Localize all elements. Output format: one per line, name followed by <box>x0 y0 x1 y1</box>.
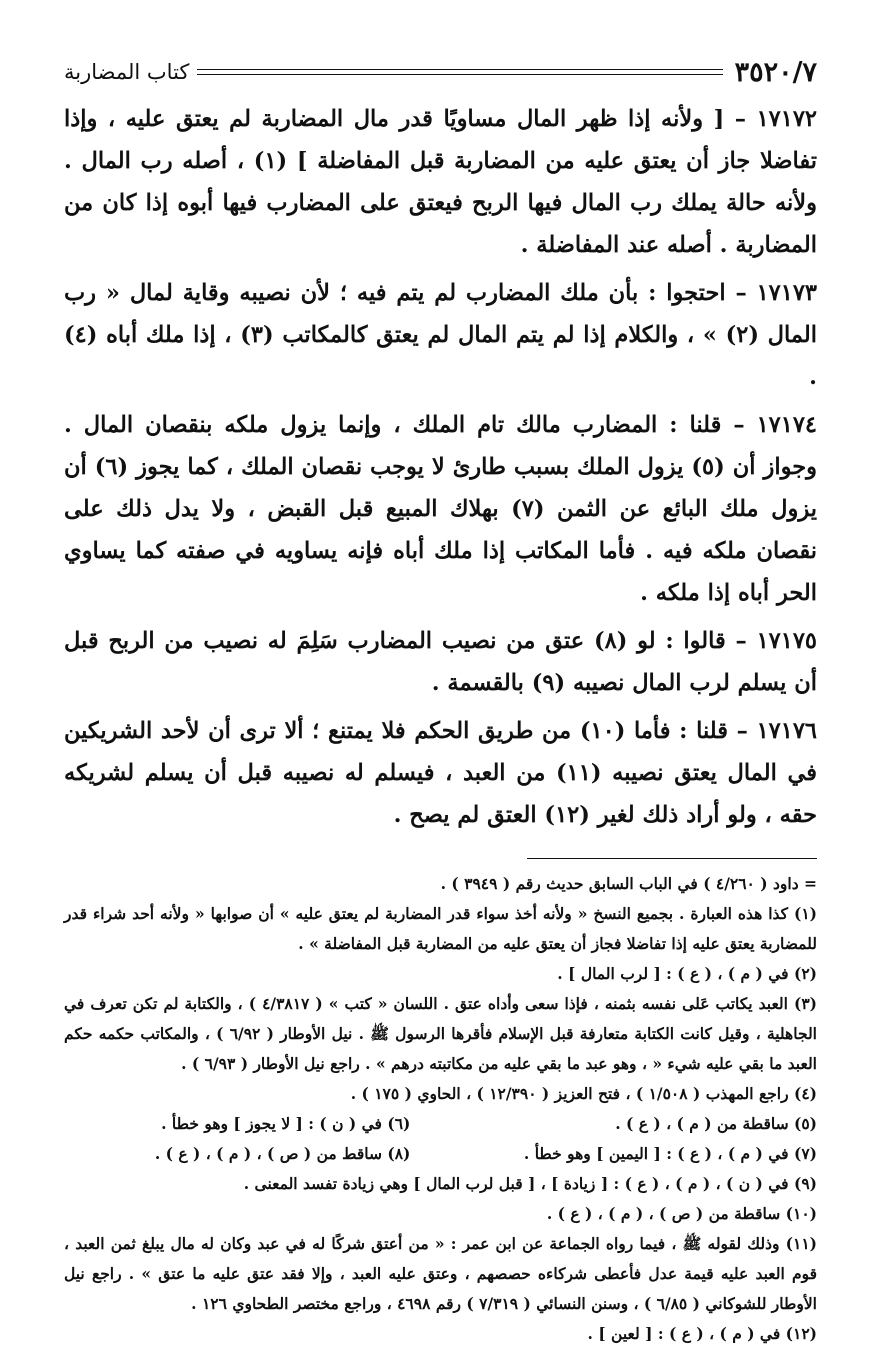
book-title: كتاب المضاربة <box>64 60 190 84</box>
page-number: ٣٥٢٠/٧ <box>734 56 817 88</box>
paragraph-number: ١٧١٧٢ <box>756 106 817 132</box>
main-text <box>64 98 817 836</box>
paragraph-text: – [ ولأنه إذا ظهر المال مساويًا قدر مال المضاربة لم يعتق عليه ، وإذا تفاضلا جاز أن يعتق عليه من المضاربة قبل المفاضلة ] (١) ، أصله رب المال . ولأنه حالة يملك رب المال فيها الربح فيعتق على المضارب فيها أبوه إذا كان من المضاربة . أصله عند المفاضلة . <box>64 106 817 258</box>
footnote-7: (٧) في ( م ) ، ( ع ) : [ اليمين ] وهو خطأ . <box>523 1144 817 1163</box>
footnote-12: (١٢) في ( م ) ، ( ع ) : [ لعين ] . <box>587 1324 817 1343</box>
paragraph <box>64 272 817 398</box>
paragraph-number: ١٧١٧٦ <box>756 718 817 744</box>
page-header <box>64 52 817 92</box>
footnotes <box>64 869 817 1349</box>
paragraph <box>64 404 817 614</box>
footnote-11: (١١) وذلك لقوله ﷺ ، فيما رواه الجماعة عن ابن عمر : « من أعتق شركًا له في عبد وكان له مال يبلغ ثمن العبد ، قوم العبد عليه قيمة عدل فأعطى شركاءه حصصهم ، وعتق عليه العبد ، وإلا فقد عتق عليه ما عتق » . راجع نيل الأوطار للشوكاني ( ٦/٨٥ ) ، وسنن النسائي ( ٧/٣١٩ ) رقم ٤٦٩٨ ، وراجع مختصر الطحاوي ١٢٦ . <box>64 1234 817 1313</box>
footnote-2: (٢) في ( م ) ، ( ع ) : [ لرب المال ] . <box>557 964 817 983</box>
paragraph <box>64 620 817 704</box>
footnote-1: (١) كذا هذه العبارة . بجميع النسخ « ولأنه أخذ سواء قدر المضاربة لم يعتق عليه » أن صوابها « ولأنه أحد شراء قدر للمضاربة يعتق عليه إذا تفاضلا فجاز أن يعتق عليه من المضاربة قبل المفاضلة » . <box>64 904 817 953</box>
paragraph-text: – احتجوا : بأن ملك المضارب لم يتم فيه ؛ لأن نصيبه وقاية لمال « رب المال (٢) » ، والكلام إذا لم يتم المال لم يعتق كالمكاتب (٣) ، إذا ملك أباه (٤) . <box>64 280 817 390</box>
footnote-8: (٨) ساقط من ( ص ) ، ( م ) ، ( ع ) . <box>154 1144 411 1163</box>
footnote-9: (٩) في ( ن ) ، ( م ) ، ( ع ) : [ زيادة ] ، [ قبل لرب المال ] وهي زيادة تفسد المعنى . <box>243 1174 817 1193</box>
footnote-row <box>64 1109 817 1139</box>
footnote-3: (٣) العبد يكاتب عَلى نفسه بثمنه ، فإذا سعى وأداه عتق . اللسان « كتب » ( ٤/٣٨١٧ ) ، والكتابة لم تكن تعرف في الجاهلية ، وقيل كانت الكتابة متعارفة قبل الإسلام فأقرها الرسول ﷺ . نيل الأوطار ( ٦/٩٢ ) ، والمكاتب حكمه حكم العبد ما بقي عليه شيء « ، وهو عبد ما بقي عليه من مكاتبته درهم » . راجع نيل الأوطار ( ٦/٩٣ ) . <box>64 994 817 1073</box>
paragraph-text: – قلنا : المضارب مالك تام الملك ، وإنما يزول ملكه بنقصان المال . وجواز أن (٥) يزول الملك بسبب طارئ لا يوجب نقصان الملك ، كما يجوز (٦) أن يزول ملك البائع عن الثمن (٧) بهلاك المبيع قبل القبض ، ولا يدل ذلك على نقصان ملكه فيه . فأما المكاتب إذا ملك أباه فإنه يساويه في صفته كما يساوي الحر أباه إذا ملكه . <box>64 412 817 606</box>
paragraph <box>64 98 817 266</box>
paragraph-text: – قالوا : لو (٨) عتق من نصيب المضارب سَلِمَ له نصيب من الربح قبل أن يسلم لرب المال نصيبه (٩) بالقسمة . <box>64 628 817 696</box>
footnote-row <box>64 1139 817 1169</box>
paragraph-text: – قلنا : فأما (١٠) من طريق الحكم فلا يمتنع ؛ ألا ترى أن لأحد الشريكين في المال يعتق نصيبه (١١) من العبد ، فيسلم له نصيبه قبل أن يسلم لشريكه حقه ، ولو أراد ذلك لغير (١٢) العتق لم يصح . <box>64 718 817 828</box>
paragraph <box>64 710 817 836</box>
paragraph-number: ١٧١٧٣ <box>756 280 817 306</box>
footnote-5: (٥) ساقطة من ( م ) ، ( ع ) . <box>615 1114 817 1133</box>
footnote-continuation: = داود ( ٤/٢٦٠ ) في الباب السابق حديث رقم ( ٣٩٤٩ ) . <box>440 874 817 893</box>
footnote-10: (١٠) ساقطة من ( ص ) ، ( م ) ، ( ع ) . <box>546 1204 817 1223</box>
footnote-separator <box>527 858 817 859</box>
footnote-4: (٤) راجع المهذب ( ١/٥٠٨ ) ، فتح العزيز ( ١٢/٣٩٠ ) ، الحاوي ( ١٧٥ ) . <box>350 1084 817 1103</box>
paragraph-number: ١٧١٧٤ <box>756 412 817 438</box>
header-rule <box>197 69 722 75</box>
footnote-separator-wrap <box>64 858 817 859</box>
paragraph-number: ١٧١٧٥ <box>756 628 817 654</box>
footnote-6: (٦) في ( ن ) : [ لا يجوز ] وهو خطأ . <box>161 1114 411 1133</box>
